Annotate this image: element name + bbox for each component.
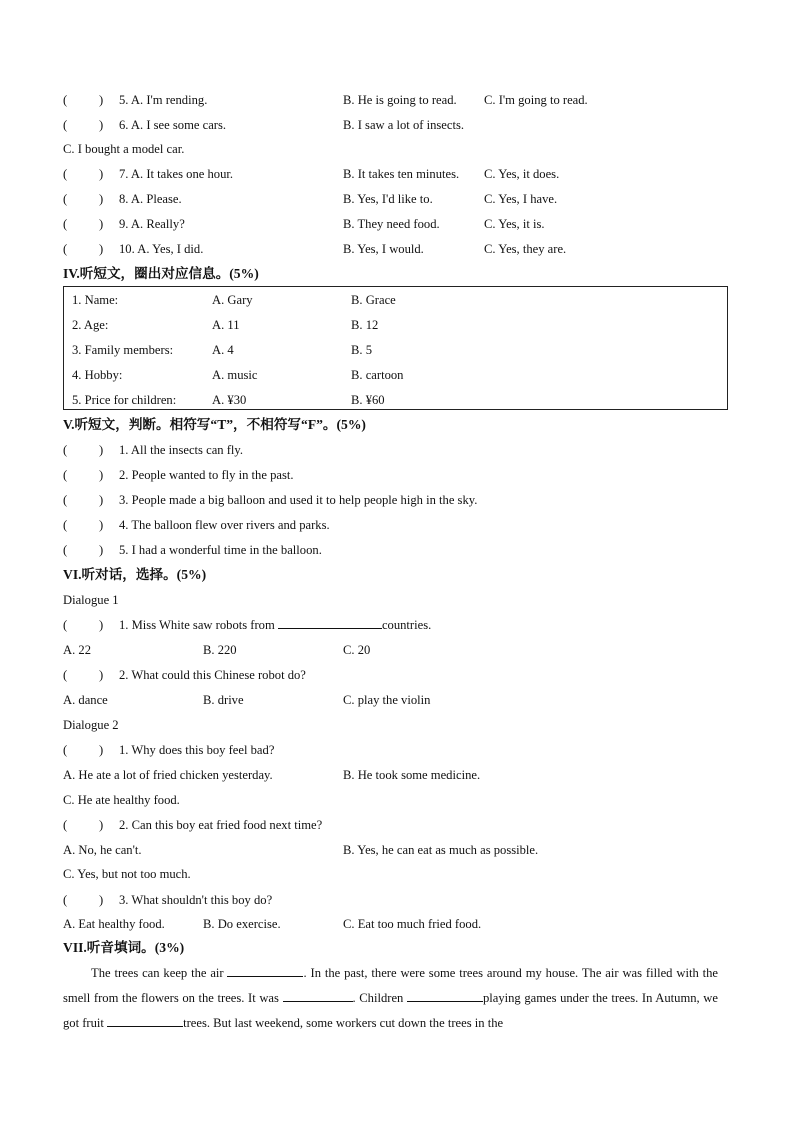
q3-item-8: ( ) 8. A. Please. (63, 192, 182, 206)
dialogue-2-q2-option-a: A. No, he can't. (63, 843, 142, 857)
dialogue-2-q3: ( ) 3. What shouldn't this boy do? (63, 893, 273, 907)
info-option-a[interactable]: A. Gary (212, 293, 253, 307)
answer-paren[interactable]: ( ) (63, 167, 104, 181)
info-table (63, 286, 728, 410)
info-option-b[interactable]: B. 5 (351, 343, 372, 357)
info-row: 4. Hobby: (72, 368, 123, 382)
dialogue-2-q2-option-c: C. Yes, but not too much. (63, 867, 191, 881)
info-option-b[interactable]: B. ¥60 (351, 393, 385, 407)
dialogue-1-q2-option-c: C. play the violin (343, 693, 431, 707)
judge-item: ( ) 1. All the insects can fly. (63, 443, 244, 457)
dialogue-2-q1: ( ) 1. Why does this boy feel bad? (63, 743, 275, 757)
answer-paren[interactable]: ( ) (63, 743, 104, 757)
section-7-heading: VII.听音填词。(3%) (63, 940, 185, 955)
section-6-heading: VI.听对话，选择。(5%) (63, 567, 207, 582)
answer-paren[interactable]: ( ) (63, 468, 104, 482)
dialogue-1-title: Dialogue 1 (63, 593, 119, 607)
dialogue-1-q2: ( ) 2. What could this Chinese robot do? (63, 668, 306, 682)
q3-item-10-option-b: B. Yes, I would. (343, 242, 424, 256)
judge-item: ( ) 5. I had a wonderful time in the balloon. (63, 543, 322, 557)
dialogue-1-q2-option-b: B. drive (203, 693, 244, 707)
fill-blank[interactable] (407, 989, 483, 1002)
dialogue-2-q3-option-c: C. Eat too much fried food. (343, 917, 482, 931)
dialogue-2-title: Dialogue 2 (63, 718, 119, 732)
dialogue-1-q2-option-a: A. dance (63, 693, 108, 707)
answer-paren[interactable]: ( ) (63, 118, 104, 132)
info-row: 3. Family members: (72, 343, 174, 357)
answer-paren[interactable]: ( ) (63, 443, 104, 457)
dialogue-2-q2: ( ) 2. Can this boy eat fried food next time? (63, 818, 323, 832)
q3-item-9-option-b: B. They need food. (343, 217, 440, 231)
answer-paren[interactable]: ( ) (63, 242, 104, 256)
dialogue-1-q1-option-c: C. 20 (343, 643, 371, 657)
q3-item-5-option-b: B. He is going to read. (343, 93, 457, 107)
answer-paren[interactable]: ( ) (63, 493, 104, 507)
q3-item-10-option-c: C. Yes, they are. (484, 242, 567, 256)
cloze-paragraph: The trees can keep the air . In the past, there were some trees around my house. The air was filled with the smell from the flowers on the trees. It was . Children playing games under the trees. In Autumn, we got fruit trees. But last weekend, some workers cut down the trees in the (63, 966, 718, 1030)
info-option-a[interactable]: A. 11 (212, 318, 240, 332)
judge-item: ( ) 4. The balloon flew over rivers and parks. (63, 518, 330, 532)
answer-paren[interactable]: ( ) (63, 518, 104, 532)
dialogue-1-q1-option-b: B. 220 (203, 643, 237, 657)
info-option-a[interactable]: A. music (212, 368, 258, 382)
fill-blank[interactable] (278, 616, 382, 629)
answer-paren[interactable]: ( ) (63, 668, 104, 682)
judge-item: ( ) 2. People wanted to fly in the past. (63, 468, 294, 482)
answer-paren[interactable]: ( ) (63, 93, 104, 107)
dialogue-2-q1-option-a: A. He ate a lot of fried chicken yesterday. (63, 768, 273, 782)
section-4-heading: IV.听短文，圈出对应信息。(5%) (63, 266, 259, 281)
answer-paren[interactable]: ( ) (63, 618, 104, 632)
dialogue-2-q3-option-b: B. Do exercise. (203, 917, 281, 931)
info-option-b[interactable]: B. 12 (351, 318, 379, 332)
judge-item: ( ) 3. People made a big balloon and used it to help people high in the sky. (63, 493, 478, 507)
answer-paren[interactable]: ( ) (63, 893, 104, 907)
q3-item-7-option-b: B. It takes ten minutes. (343, 167, 460, 181)
fill-blank[interactable] (227, 964, 303, 977)
answer-paren[interactable]: ( ) (63, 818, 104, 832)
dialogue-2-q3-option-a: A. Eat healthy food. (63, 917, 165, 931)
dialogue-2-q2-option-b: B. Yes, he can eat as much as possible. (343, 843, 539, 857)
q3-item-5-option-c: C. I'm going to read. (484, 93, 588, 107)
q3-item-6-option-c: C. I bought a model car. (63, 142, 185, 156)
q3-item-8-option-c: C. Yes, I have. (484, 192, 558, 206)
q3-item-6: ( ) 6. A. I see some cars. (63, 118, 227, 132)
info-option-a[interactable]: A. ¥30 (212, 393, 247, 407)
info-option-a[interactable]: A. 4 (212, 343, 234, 357)
info-row: 2. Age: (72, 318, 109, 332)
q3-item-10: ( ) 10. A. Yes, I did. (63, 242, 204, 256)
fill-blank[interactable] (107, 1014, 183, 1027)
q3-item-9: ( ) 9. A. Really? (63, 217, 185, 231)
q3-item-6-option-b: B. I saw a lot of insects. (343, 118, 465, 132)
dialogue-2-q1-option-b: B. He took some medicine. (343, 768, 481, 782)
q3-item-5: ( ) 5. A. I'm rending. (63, 93, 208, 107)
q3-item-9-option-c: C. Yes, it is. (484, 217, 545, 231)
section-5-heading: V.听短文，判断。相符写“T”，不相符写“F”。(5%) (63, 417, 366, 432)
answer-paren[interactable]: ( ) (63, 192, 104, 206)
answer-paren[interactable]: ( ) (63, 543, 104, 557)
dialogue-1-q1: ( ) 1. Miss White saw robots from countries. (63, 618, 432, 632)
dialogue-1-q1-option-a: A. 22 (63, 643, 91, 657)
dialogue-2-q1-option-c: C. He ate healthy food. (63, 793, 180, 807)
q3-item-7: ( ) 7. A. It takes one hour. (63, 167, 234, 181)
answer-paren[interactable]: ( ) (63, 217, 104, 231)
q3-item-7-option-c: C. Yes, it does. (484, 167, 560, 181)
info-row: 1. Name: (72, 293, 119, 307)
info-option-b[interactable]: B. Grace (351, 293, 396, 307)
q3-item-8-option-b: B. Yes, I'd like to. (343, 192, 433, 206)
info-option-b[interactable]: B. cartoon (351, 368, 404, 382)
fill-blank[interactable] (283, 989, 353, 1002)
info-row: 5. Price for children: (72, 393, 177, 407)
